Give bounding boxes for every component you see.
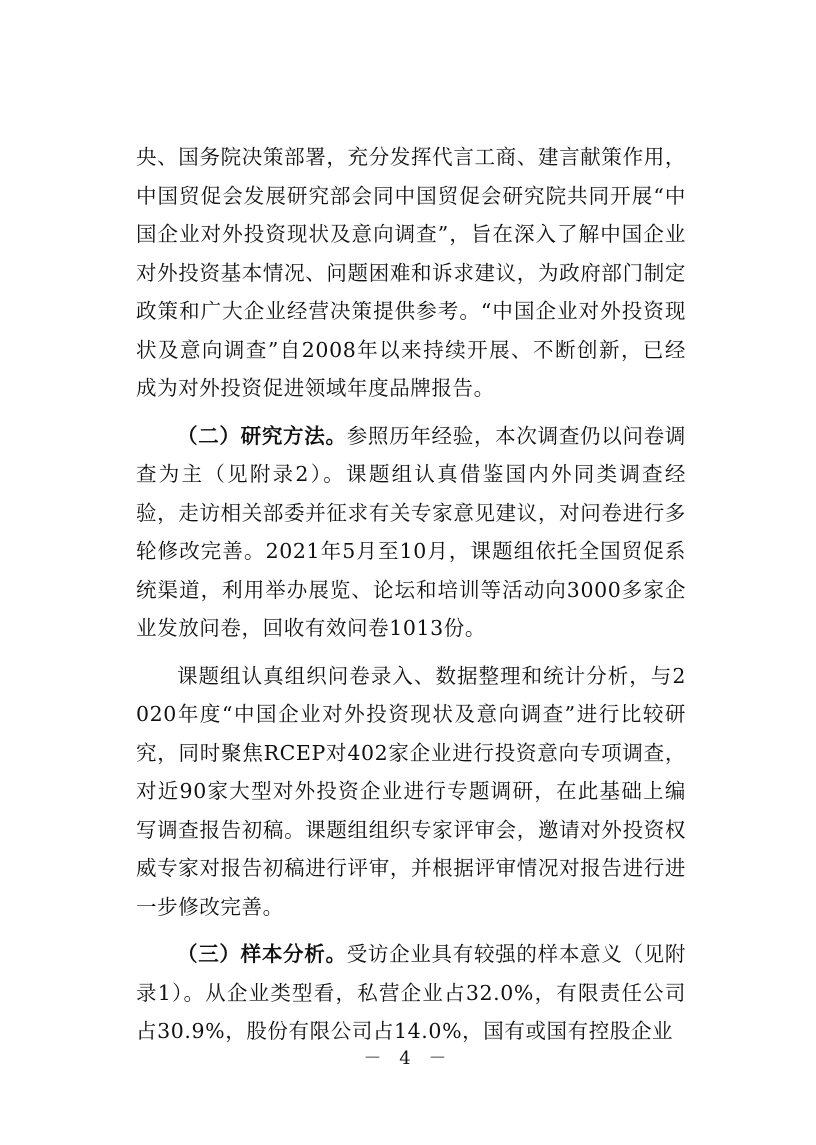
paragraph-text: 受访企业具有较强的样本意义（见附录1）。从企业类型看，私营企业占32.0%，有限责任公司占30.9%，股份有限公司占14.0%，国有或国有控股企业 xyxy=(136,942,686,1043)
paragraph-text: 课题组认真组织问卷录入、数据整理和统计分析，与2020年度“中国企业对外投资现状及意向调查”进行比较研究，同时聚焦RCEP对402家企业进行投资意向专项调查，对近90家大型对外投资企业进行专题调研，在此基础上编写调查报告初稿。课题组组织专家评审会，邀请对外投资权威专家对报告初稿进行评审，并根据评审情况对报告进行进一步修改完善。 xyxy=(136,663,686,919)
paragraph-text: 央、国务院决策部署，充分发挥代言工商、建言献策作用，中国贸促会发展研究部会同中国贸促会研究院共同开展“中国企业对外投资现状及意向调查”，旨在深入了解中国企业对外投资基本情况、问题困难和诉求建议，为政府部门制定政策和广大企业经营决策提供参考。“中国企业对外投资现状及意向调查”自2008年以来持续开展、不断创新，已经成为对外投资促进领域年度品牌报告。 xyxy=(136,145,686,400)
section-heading-research-method: （二）研究方法。 xyxy=(177,423,347,448)
document-body xyxy=(136,138,686,1051)
paragraph-data-processing xyxy=(136,657,686,927)
paragraph-continuation xyxy=(136,138,686,408)
paragraph-research-method xyxy=(136,417,686,648)
paragraph-sample-analysis xyxy=(136,935,686,1051)
paragraph-text: 参照历年经验，本次调查仍以问卷调查为主（见附录2）。课题组认真借鉴国内外同类调查经验，走访相关部委并征求有关专家意见建议，对问卷进行多轮修改完善。2021年5月至10月，课题组依托全国贸促系统渠道，利用举办展览、论坛和培训等活动向3000多家企业发放问卷，回收有效问卷1013份。 xyxy=(136,423,686,640)
page-number: － 4 － xyxy=(363,1048,453,1069)
section-heading-sample-analysis: （三）样本分析。 xyxy=(177,942,347,966)
